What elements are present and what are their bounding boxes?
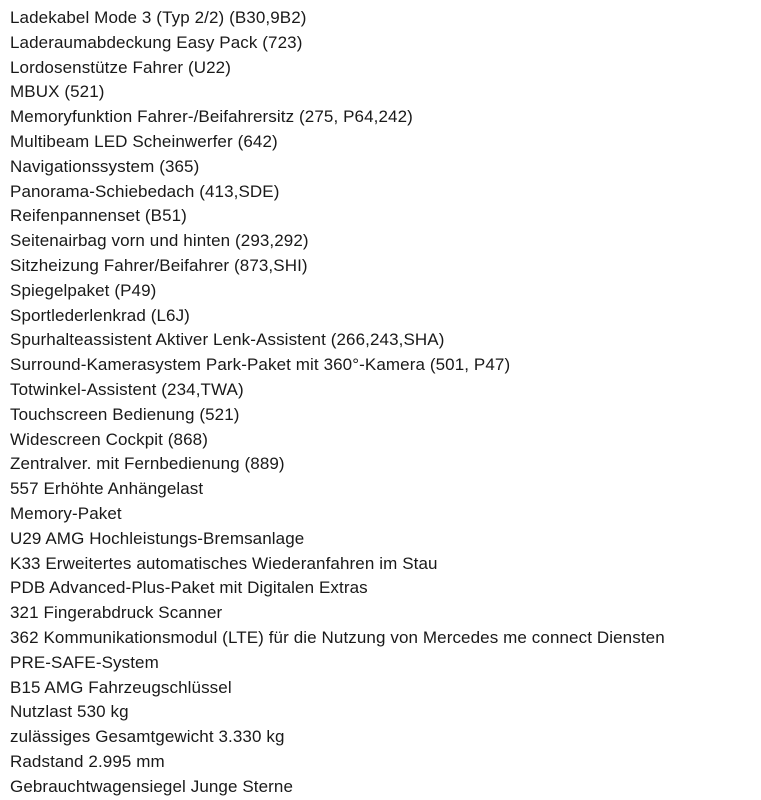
list-item: Spurhalteassistent Aktiver Lenk-Assistent (266,243,SHA)	[10, 330, 445, 350]
list-item: Ladekabel Mode 3 (Typ 2/2) (B30,9B2)	[10, 8, 307, 27]
list-item: K33 Erweitertes automatisches Wiederanfahren im Stau	[10, 553, 438, 573]
list-item: Surround-Kamerasystem Park-Paket mit 360°-Kamera (501, P47)	[10, 355, 511, 375]
list-item: Panorama-Schiebedach (413,SDE)	[10, 181, 280, 201]
list-item: Widescreen Cockpit (868)	[10, 429, 208, 449]
list-item: B15 AMG Fahrzeugschlüssel	[10, 677, 232, 697]
list-item: Laderaumabdeckung Easy Pack (723)	[10, 32, 303, 52]
list-item: Spiegelpaket (P49)	[10, 280, 157, 300]
list-item: Navigationssystem (365)	[10, 156, 200, 176]
list-item: Totwinkel-Assistent (234,TWA)	[10, 379, 244, 399]
list-item: PDB Advanced-Plus-Paket mit Digitalen Extras	[10, 578, 368, 598]
list-item: Seitenairbag vorn und hinten (293,292)	[10, 231, 309, 251]
list-item: PRE-SAFE-System	[10, 652, 159, 672]
list-item: U29 AMG Hochleistungs-Bremsanlage	[10, 528, 305, 548]
list-item: Zentralver. mit Fernbedienung (889)	[10, 454, 285, 474]
list-item: Radstand 2.995 mm	[10, 751, 165, 771]
list-item: Multibeam LED Scheinwerfer (642)	[10, 131, 278, 151]
list-item: Memoryfunktion Fahrer-/Beifahrersitz (275, P64,242)	[10, 107, 413, 127]
list-item: 362 Kommunikationsmodul (LTE) für die Nutzung von Mercedes me connect Diensten	[10, 627, 665, 647]
list-item: 321 Fingerabdruck Scanner	[10, 603, 223, 623]
list-item: Sportlederlenkrad (L6J)	[10, 305, 190, 325]
list-item: 557 Erhöhte Anhängelast	[10, 479, 204, 499]
list-item: Gebrauchtwagensiegel Junge Sterne	[10, 776, 294, 796]
list-item: Lordosenstütze Fahrer (U22)	[10, 57, 231, 77]
list-item: Sitzheizung Fahrer/Beifahrer (873,SHI)	[10, 255, 308, 275]
list-item: MBUX (521)	[10, 82, 105, 102]
list-item: Nutzlast 530 kg	[10, 702, 129, 722]
list-item: Memory-Paket	[10, 503, 122, 523]
list-item: Touchscreen Bedienung (521)	[10, 404, 240, 424]
list-item: zulässiges Gesamtgewicht 3.330 kg	[10, 727, 285, 747]
list-item: Reifenpannenset (B51)	[10, 206, 187, 226]
